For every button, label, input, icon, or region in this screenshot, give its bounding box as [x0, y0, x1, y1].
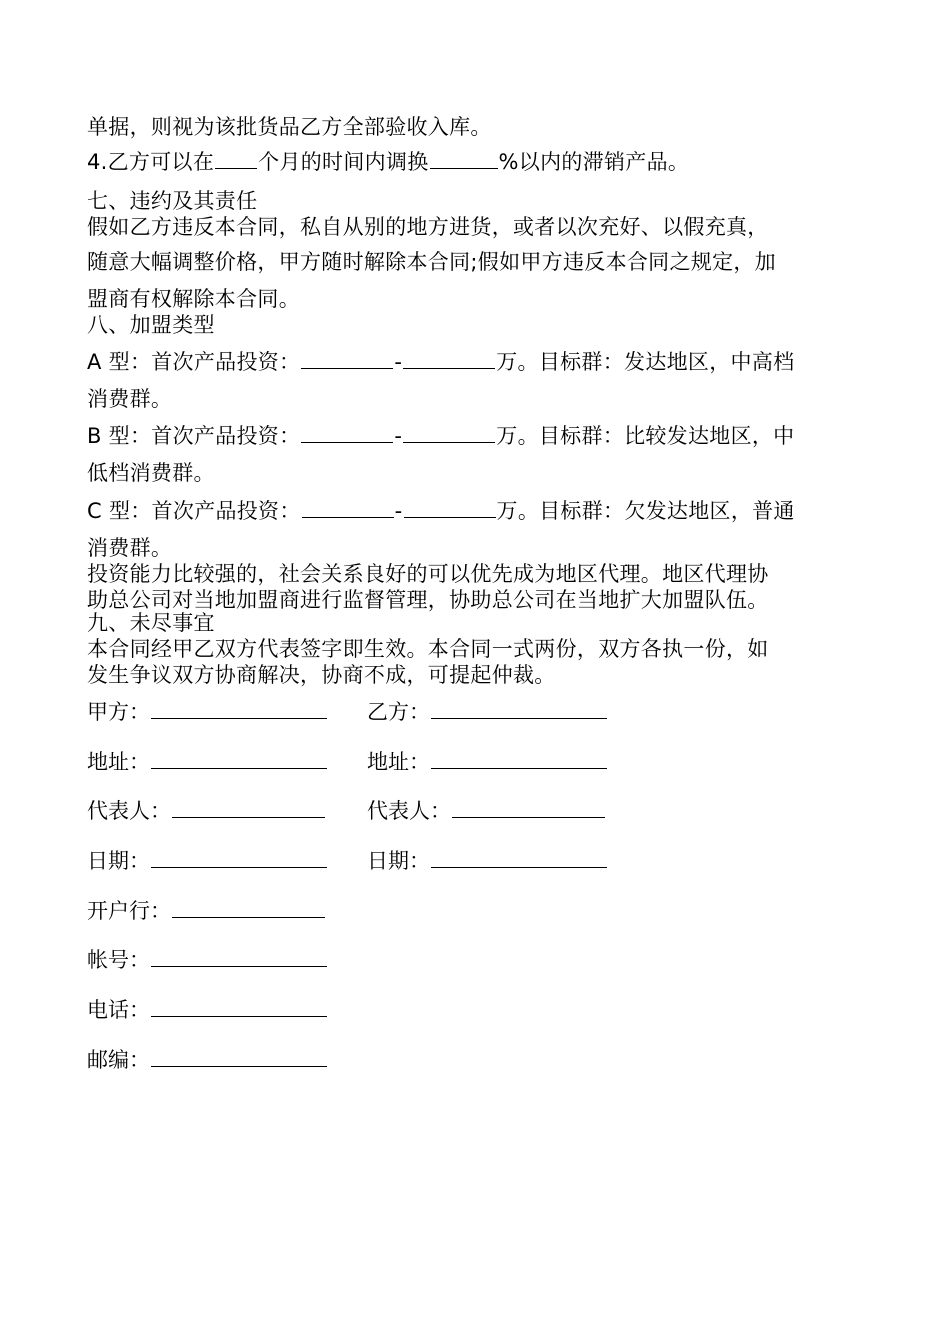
sig-phone: 电话： — [87, 996, 328, 1023]
item4-mid: 个月的时间内调换 — [258, 150, 429, 174]
type-a-cont: 消费群。 — [87, 387, 173, 411]
sig-postcode-blank — [151, 1046, 327, 1067]
percent-blank — [430, 148, 498, 169]
sig-date-b: 日期： — [367, 847, 608, 874]
type-c-dash: - — [394, 499, 403, 523]
sig-date-b-blank — [431, 847, 607, 868]
type-b-line — [87, 422, 794, 449]
sig-address-b: 地址： — [367, 748, 608, 775]
sig-account: 帐号： — [87, 946, 328, 973]
type-a-max-blank — [403, 348, 495, 369]
sig-date-a: 日期： — [87, 847, 328, 874]
type-c-target: 万。目标群：欠发达地区，普通 — [496, 499, 795, 523]
sig-address-a: 地址： — [87, 748, 328, 775]
section7-line2: 随意大幅调整价格，甲方随时解除本合同;假如甲方违反本合同之规定，加 — [87, 250, 776, 274]
type-c-label: C 型：首次产品投资： — [87, 499, 301, 523]
section9-heading: 九、未尽事宜 — [87, 611, 215, 635]
agent-line1: 投资能力比较强的，社会关系良好的可以优先成为地区代理。地区代理协 — [87, 562, 769, 586]
item4-post: %以内的滞销产品。 — [498, 150, 690, 174]
section9-line2: 发生争议双方协商解决，协商不成，可提起仲裁。 — [87, 663, 556, 687]
type-a-line — [87, 348, 794, 375]
section9-line1: 本合同经甲乙双方代表签字即生效。本合同一式两份，双方各执一份，如 — [87, 637, 769, 661]
sig-rep-a: 代表人： — [87, 797, 326, 824]
clause6-line1: 单据，则视为该批货品乙方全部验收入库。 — [87, 115, 492, 139]
sig-address-a-blank — [151, 748, 327, 769]
type-b-label: B 型：首次产品投资： — [87, 424, 301, 448]
type-b-cont: 低档消费群。 — [87, 461, 215, 485]
type-c-cont: 消费群。 — [87, 536, 173, 560]
type-b-dash: - — [394, 424, 403, 448]
sig-rep-b: 代表人： — [367, 797, 606, 824]
type-b-min-blank — [301, 422, 393, 443]
type-a-min-blank — [301, 348, 393, 369]
sig-party-b: 乙方： — [367, 698, 608, 725]
sig-postcode: 邮编： — [87, 1046, 328, 1073]
months-blank — [215, 148, 257, 169]
type-c-line — [87, 497, 795, 524]
section8-heading: 八、加盟类型 — [87, 313, 215, 337]
section7-heading: 七、违约及其责任 — [87, 189, 258, 213]
sig-address-b-blank — [431, 748, 607, 769]
type-a-dash: - — [394, 350, 403, 374]
sig-bank: 开户行： — [87, 897, 326, 924]
sig-party-a: 甲方： — [87, 698, 328, 725]
type-b-max-blank — [403, 422, 495, 443]
type-c-min-blank — [302, 497, 394, 518]
section7-line1: 假如乙方违反本合同，私自从别的地方进货，或者以次充好、以假充真， — [87, 215, 769, 239]
type-b-target: 万。目标群：比较发达地区，中 — [496, 424, 795, 448]
sig-account-blank — [151, 946, 327, 967]
sig-rep-b-blank — [452, 797, 605, 818]
sig-party-b-blank — [431, 698, 607, 719]
sig-bank-blank — [172, 897, 325, 918]
sig-rep-a-blank — [172, 797, 325, 818]
agent-line2: 助总公司对当地加盟商进行监督管理，协助总公司在当地扩大加盟队伍。 — [87, 588, 769, 612]
sig-date-a-blank — [151, 847, 327, 868]
section7-line3: 盟商有权解除本合同。 — [87, 287, 300, 311]
sig-phone-blank — [151, 996, 327, 1017]
type-a-label: A 型：首次产品投资： — [87, 350, 301, 374]
type-c-max-blank — [404, 497, 496, 518]
item4-pre: 4.乙方可以在 — [87, 150, 215, 174]
clause6-item4 — [87, 148, 689, 175]
sig-party-a-blank — [151, 698, 327, 719]
type-a-target: 万。目标群：发达地区，中高档 — [496, 350, 795, 374]
